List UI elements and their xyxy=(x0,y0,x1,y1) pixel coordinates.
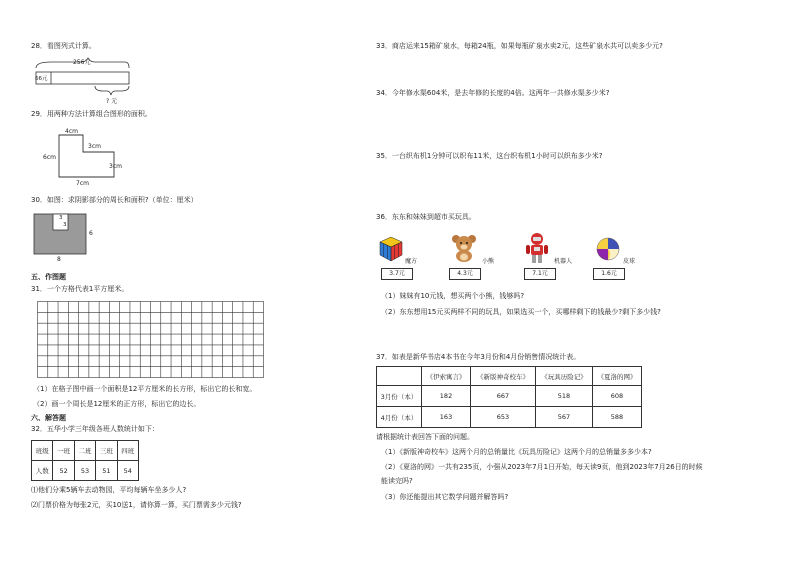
unknown-label: ? 元 xyxy=(106,98,118,105)
table-cell: 608 xyxy=(592,386,641,407)
question-28: 28．看图列式计算。 xyxy=(31,42,96,50)
question-32: 32．五华小学三年级各班人数统计如下： xyxy=(31,425,159,433)
table-header-row xyxy=(377,367,642,386)
table-cell: 518 xyxy=(535,386,592,407)
l-shape-figure xyxy=(58,134,128,180)
shaded-figure xyxy=(33,213,93,257)
question-37-sub2-cont: 能读完吗? xyxy=(381,477,413,485)
price-box-robot: 7.1元 xyxy=(524,268,556,280)
section-5-heading: 五、作图题 xyxy=(31,273,66,281)
table-header-row xyxy=(32,441,139,461)
section-6-heading: 六、解答题 xyxy=(31,414,66,422)
question-37-sub2: （2）《夏洛的网》一共有235页，小强从2023年7月1日开始，每天读9页，他到2023年7月26日的时候 xyxy=(381,463,703,471)
table-cell: 52 xyxy=(53,461,74,481)
question-35: 35．一台织布机1分钟可以织布11米，这台织布机1小时可以织布多少米? xyxy=(376,152,603,160)
question-37: 37．如表是新华书店4本书在今年3月份和4月份销售情况统计表。 xyxy=(376,353,581,361)
price-box-cube: 3.7元 xyxy=(381,268,413,280)
dim-label-top: 4cm xyxy=(65,128,78,135)
question-31: 31．一个方格代表1平方厘米。 xyxy=(31,285,129,293)
table-cell: 588 xyxy=(592,407,641,428)
table-cell: 51 xyxy=(96,461,117,481)
robot-icon xyxy=(524,232,550,264)
table-cell: 53 xyxy=(74,461,95,481)
table-cell: 667 xyxy=(471,386,536,407)
table-cell: 567 xyxy=(535,407,592,428)
table-cell: 182 xyxy=(422,386,471,407)
rubiks-cube-icon xyxy=(379,236,403,262)
shaded-label-a: 3 xyxy=(59,215,63,221)
table-row xyxy=(377,386,642,407)
class-size-table xyxy=(31,440,139,481)
question-37-sub3: （3）你还能提出其它数学问题并解答吗? xyxy=(381,493,509,501)
table-cell: 班级 xyxy=(32,441,53,461)
table-cell: 3月份（本） xyxy=(377,386,422,407)
table-cell: 三班 xyxy=(96,441,117,461)
price-box-ball: 1.6元 xyxy=(593,268,625,280)
table-cell: 653 xyxy=(471,407,536,428)
square-grid xyxy=(37,301,265,379)
book-sales-table xyxy=(376,366,642,428)
table-cell: 一班 xyxy=(53,441,74,461)
part-label: 66元 xyxy=(35,76,48,82)
question-37-sub1: （1）《新版神奇校车》这两个月的总销量比《玩具历险记》这两个月的总销量多多少本? xyxy=(381,448,652,456)
question-36-sub1: （1）妹妹有10元钱，想买两个小熊，钱够吗? xyxy=(381,292,525,300)
table-cell: 《伊索寓言》 xyxy=(422,367,471,386)
table-cell: 《玩具历险记》 xyxy=(535,367,592,386)
teddy-bear-icon xyxy=(451,234,477,262)
toy-name-ball: 皮球 xyxy=(623,258,636,265)
table-cell: 《新版神奇校车》 xyxy=(471,367,536,386)
table-cell: 4月份（本） xyxy=(377,407,422,428)
question-31-sub2: （2）画一个周长是12厘米的正方形，标出它的边长。 xyxy=(33,400,201,408)
table-cell xyxy=(377,367,422,386)
dim-label-bottom: 7cm xyxy=(76,180,89,187)
shaded-label-b: 3 xyxy=(63,222,67,228)
table-row xyxy=(377,407,642,428)
toy-name-cube: 魔方 xyxy=(405,258,418,265)
shaded-label-height: 6 xyxy=(89,230,93,237)
shaded-label-width: 8 xyxy=(57,256,61,263)
table-cell: 54 xyxy=(117,461,138,481)
question-32-sub1: ⑴他们分乘5辆车去动物园，平均每辆车坐多少人? xyxy=(31,486,187,494)
dim-label-inner: 3cm xyxy=(88,143,101,150)
table-cell: 四班 xyxy=(117,441,138,461)
price-box-bear: 4.3元 xyxy=(449,268,481,280)
question-31-sub1: （1）在格子图中画一个面积是12平方厘米的长方形，标出它的长和宽。 xyxy=(33,385,257,393)
question-30: 30．如图：求阴影部分的周长和面积?（单位：厘米） xyxy=(31,196,198,204)
question-37-note: 请根据统计表回答下面的问题。 xyxy=(376,433,474,441)
table-row xyxy=(32,461,139,481)
total-label: 256元 xyxy=(73,59,91,66)
table-cell: 二班 xyxy=(74,441,95,461)
question-36: 36．东东和妹妹到超市买玩具。 xyxy=(376,213,476,221)
question-34: 34．今年修水渠604米，是去年修的长度的4倍。这两年一共修水渠多少米? xyxy=(376,89,610,97)
question-29: 29．用两种方法计算组合图形的面积。 xyxy=(31,110,152,118)
table-cell: 《夏洛的网》 xyxy=(592,367,641,386)
table-cell: 人数 xyxy=(32,461,53,481)
question-32-sub2: ⑵门票价格为每张2元，买10送1，请你算一算，买门票需多少元钱? xyxy=(31,501,242,509)
question-36-sub2: （2）东东想用15元买两样不同的玩具，如果选买一个，买哪样剩下的钱最少?剩下多少钱? xyxy=(381,308,661,316)
table-cell: 163 xyxy=(422,407,471,428)
question-33: 33．商店运来15箱矿泉水，每箱24瓶，如果每瓶矿泉水卖2元，这些矿泉水共可以卖多少元? xyxy=(376,42,663,50)
toy-name-bear: 小熊 xyxy=(482,258,495,265)
dim-label-right: 3cm xyxy=(109,163,122,170)
dim-label-left: 6cm xyxy=(43,154,56,161)
toy-name-robot: 机器人 xyxy=(554,258,573,265)
ball-icon xyxy=(596,237,620,261)
